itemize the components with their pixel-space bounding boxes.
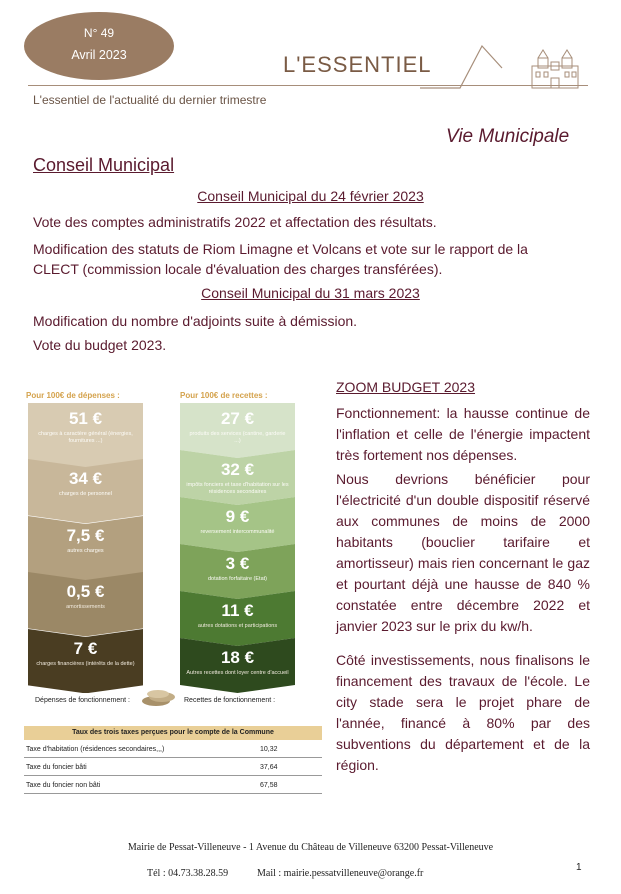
tax-table-header: Taux des trois taxes perçues pour le compte de la Commune	[24, 726, 322, 740]
depense-item	[28, 459, 143, 523]
depense-amount: 34 €	[68, 469, 103, 489]
recette-label: dotation forfaitaire (Etat)	[207, 576, 267, 582]
footer-mail: Mail : mairie.pessatvilleneuve@orange.fr	[257, 868, 424, 879]
depense-amount: 0,5 €	[66, 582, 105, 602]
depense-label: charges à caractère général (énergies, fournitures ...)	[38, 431, 133, 444]
depense-amount: 7 €	[73, 638, 98, 658]
zoom-budget-p3: Côté investissements, nous finalisons le financement des travaux de l'école. Le city stade sera le projet phare de l'année, financé à 80% par des subventions du département et de la région.	[336, 652, 590, 773]
depense-label: charges de personnel	[59, 491, 112, 498]
depense-amount: 51 €	[68, 409, 103, 428]
table-row	[24, 777, 322, 794]
council-31-mar-p1: Modification du nombre d'adjoints suite à démission.	[33, 313, 358, 329]
tax-value: 37,64	[260, 764, 278, 771]
issue-date: Avril 2023	[71, 48, 127, 62]
recette-amount: 32 €	[220, 460, 255, 479]
tax-name: Taxe du foncier bâti	[26, 764, 87, 771]
section-title-vie-municipale: Vie Municipale	[446, 126, 570, 147]
council-31-mar-title: Conseil Municipal du 31 mars 2023	[201, 285, 420, 301]
recette-amount: 18 €	[220, 648, 255, 667]
footer-phone: Tél : 04.73.38.28.59	[147, 868, 229, 879]
table-row	[24, 759, 322, 776]
recette-amount: 27 €	[220, 409, 255, 428]
recette-label: reversement intercommunalité	[200, 529, 275, 535]
tax-value: 10,32	[260, 746, 278, 753]
council-24-feb-title: Conseil Municipal du 24 février 2023	[197, 188, 424, 204]
recette-label: autres dotations et participations	[197, 623, 278, 629]
depenses-heading: Pour 100€ de dépenses :	[26, 391, 120, 400]
footer-address: Mairie de Pessat-Villeneuve - 1 Avenue du Château de Villeneuve 63200 Pessat-Villeneuve	[127, 842, 494, 853]
page-number: 1	[576, 862, 582, 873]
council-31-mar-p2: Vote du budget 2023.	[33, 337, 167, 353]
coins-icon	[140, 689, 180, 707]
recettes-label: Recettes de fonctionnement :	[184, 697, 276, 704]
depense-item	[28, 516, 143, 580]
chateau-logo-icon	[420, 38, 590, 90]
issue-number: N° 49	[83, 26, 115, 40]
header-subtitle: L'essentiel de l'actualité du dernier trimestre	[33, 93, 267, 107]
recette-label: impôts fonciers et taxe d'habitation sur les résidences secondaires	[186, 482, 289, 495]
recettes-heading: Pour 100€ de recettes :	[180, 391, 268, 400]
depenses-label: Dépenses de fonctionnement :	[35, 697, 130, 704]
depense-label: amortissements	[66, 604, 105, 611]
tax-value: 67,58	[260, 782, 278, 789]
zoom-budget-p2: Nous devrions bénéficier pour l'électricité d'un double dispositif réservé aux communes de moins de 2000 habitants (bouclier tarifaire et amortisseur) mais rien concernant le gaz et pourtant déjà une hausse de 840 % constatée entre décembre 2022 et janvier 2023 sur le prix du kw/h.	[336, 471, 590, 634]
council-24-feb-p2b: CLECT (commission locale d'évaluation des charges transférées).	[33, 261, 443, 277]
recette-amount: 11 €	[221, 601, 254, 620]
depense-label: charges financières (intérêts de la dette)	[36, 660, 135, 667]
zoom-budget-title: ZOOM BUDGET 2023	[336, 379, 476, 395]
depense-label: autres charges	[67, 547, 104, 554]
depense-item	[28, 629, 143, 693]
zoom-budget-p1: Fonctionnement: la hausse continue de l'inflation et celle de l'énergie impactent très fortement nos dépenses.	[336, 405, 590, 463]
recette-amount: 3 €	[225, 554, 250, 573]
depense-amount: 7,5 €	[66, 525, 105, 545]
recette-item	[180, 638, 295, 693]
tax-name: Taxe du foncier non bâti	[26, 782, 101, 789]
depense-item	[28, 572, 143, 636]
recette-label: Autres recettes dont loyer centre d'accueil	[186, 670, 289, 676]
section-title-conseil: Conseil Municipal	[33, 155, 175, 175]
newsletter-title: L'ESSENTIEL	[283, 52, 432, 77]
table-row	[24, 741, 322, 758]
council-24-feb-p2a: Modification des statuts de Riom Limagne et Volcans et vote sur le rapport de la	[33, 241, 528, 257]
issue-badge	[24, 12, 174, 80]
recette-label: produits des services (cantine, garderie ...)	[189, 431, 286, 444]
header-divider	[28, 85, 588, 86]
depense-item	[28, 403, 143, 467]
council-24-feb-p1: Vote des comptes administratifs 2022 et affectation des résultats.	[33, 214, 437, 230]
recette-amount: 9 €	[225, 507, 250, 526]
tax-name: Taxe d'habitation (résidences secondaires,,,)	[26, 746, 165, 753]
